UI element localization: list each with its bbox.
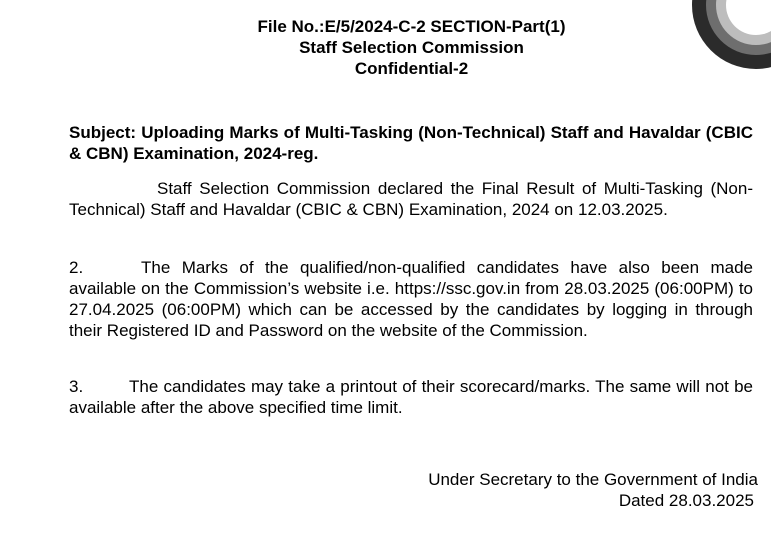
paragraph-2-text: The Marks of the qualified/non-qualified candidates have also been made available on the Commission’s website i.e. https://ssc.gov.in from 28.03.2025 (06:00PM) to 27.04.2025 (06:00PM) which can be accessed by the candidates by logging in through their Registered ID and Password on the website of the Commission. [69, 258, 753, 340]
document-header [0, 16, 771, 79]
classification-label: Confidential-2 [354, 59, 469, 78]
signatory-designation: Under Secretary to the Government of India [428, 470, 758, 489]
paragraph-3 [69, 376, 753, 418]
file-number: File No.:E/5/2024-C-2 SECTION-Part(1) [257, 17, 566, 36]
paragraph-3-number: 3. [69, 377, 84, 396]
signature-block [428, 469, 758, 511]
paragraph-1 [69, 178, 753, 220]
paragraph-2 [69, 257, 753, 341]
seal-icon [691, 0, 771, 70]
paragraph-2-number: 2. [69, 258, 84, 277]
subject-line: Subject: Uploading Marks of Multi-Tasking (Non-Technical) Staff and Havaldar (CBIC & CBN) Examination, 2024-reg. [69, 123, 753, 163]
paragraph-3-text: The candidates may take a printout of their scorecard/marks. The same will not be available after the above specified time limit. [69, 377, 753, 417]
organization-name: Staff Selection Commission [299, 38, 524, 57]
signature-date: Dated 28.03.2025 [618, 491, 754, 510]
paragraph-1-text: Staff Selection Commission declared the Final Result of Multi-Tasking (Non-Technical) Staff and Havaldar (CBIC & CBN) Examination, 2024 on 12.03.2025. [69, 179, 753, 219]
